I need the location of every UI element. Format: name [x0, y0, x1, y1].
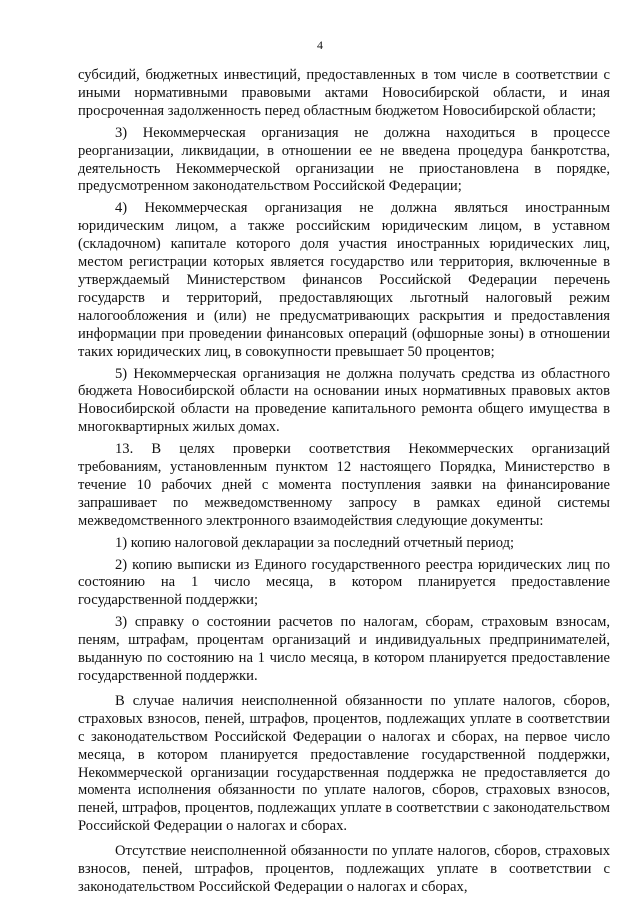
document-body: [78, 67, 610, 897]
paragraph-item-3: 3) Некоммерческая организация не должна находиться в процессе реорганизации, ликвидации, в отношении ее не введена процедура банкротства, деятельность Некоммерческой организации не приостановлена в порядке, предусмотренном законодательством Российской Федерации;: [78, 124, 610, 195]
paragraph-no-debt: Отсутствие неисполненной обязанности по уплате налогов, сборов, страховых взносов, пеней, штрафов, процентов, подлежащих уплате в соответствии с законодательством Российской Федерации о налогах и сборах,: [78, 843, 610, 895]
paragraph-section-13: 13. В целях проверки соответствия Некоммерческих организаций требованиям, установленным пунктом 12 настоящего Порядка, Министерство в течение 10 рабочих дней с момента поступления заявки на финансирование запрашивает по межведомственному запросу в рамках единой системы межведомственного электронного взаимодействия следующие документы:: [78, 441, 610, 529]
paragraph-doc-1: 1) копию налоговой декларации за последний отчетный период;: [115, 534, 515, 551]
page-number: 4: [317, 38, 323, 52]
paragraph-item-5: 5) Некоммерческая организация не должна получать средства из областного бюджета Новосибирской области на основании иных нормативных правовых актов Новосибирской области на проведение капитального ремонта общего имущества в многоквартирных жилых домах.: [78, 365, 610, 436]
paragraph-doc-2: 2) копию выписки из Единого государственного реестра юридических лиц по состоянию на 1 число месяца, в котором планируется предоставление государственной поддержки;: [78, 556, 610, 609]
paragraph-doc-3: 3) справку о состоянии расчетов по налогам, сборам, страховым взносам, пеням, штрафам, процентам организаций и индивидуальных предпринимателей, выданную по состоянию на 1 число месяца, в котором планируется предоставление государственной поддержки.: [78, 614, 610, 684]
paragraph-debt-case: В случае наличия неисполненной обязанности по уплате налогов, сборов, страховых взносов, пеней, штрафов, процентов, подлежащих уплате в соответствии с законодательством Российской Федерации о налогах и сборах, на первое число месяца, в котором планируется предоставление государственной поддержки, Некоммерческой организации государственная поддержка не предоставляется до момента исполнения обязанности по уплате налогов, сборов, страховых взносов, пеней, штрафов, процентов, подлежащих уплате в соответствии с законодательством Российской Федерации о налогах и сборах.: [78, 692, 610, 835]
paragraph-continuation: субсидий, бюджетных инвестиций, предоставленных в том числе в соответствии с иными нормативными правовыми актами Новосибирской области, и иная просроченная задолженность перед областным бюджетом Новосибирской области;: [78, 67, 610, 119]
paragraph-item-4: 4) Некоммерческая организация не должна являться иностранным юридическим лицом, а также российским юридическим лицом, в уставном (складочном) капитале которого доля участия иностранных юридических лиц, местом регистрации которых является государство или территория, включенные в утверждаемый Министерством финансов Российской Федерации перечень государств и территорий, предоставляющих льготный налоговый режим налогообложения и (или) не предусматривающих раскрытия и предоставления информации при проведении финансовых операций (офшорные зоны) в отношении таких юридических лиц, в совокупности превышает 50 процентов;: [78, 200, 610, 360]
